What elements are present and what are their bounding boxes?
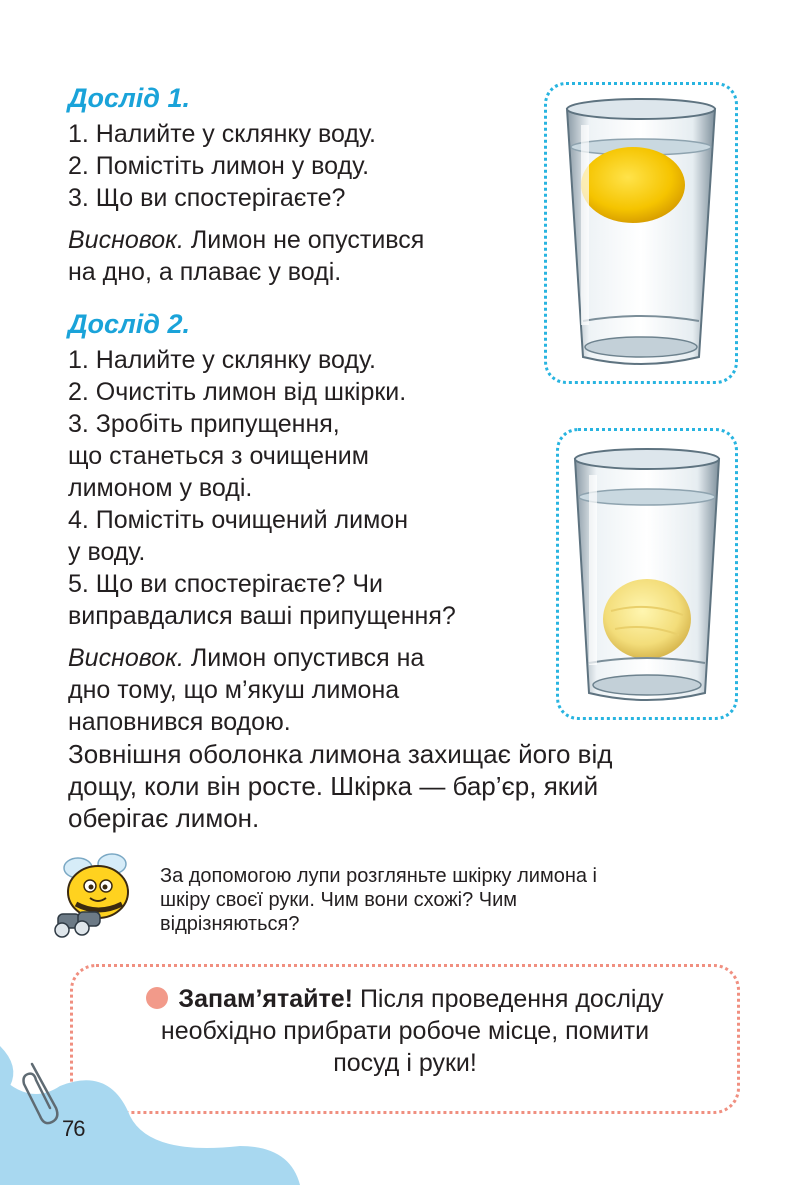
summary-line: оберігає лимон. xyxy=(68,803,260,833)
experiment-2-conclusion-cont: наповнився водою. xyxy=(68,708,291,736)
bee-mascot-icon xyxy=(48,848,144,940)
experiment-1-conclusion xyxy=(68,226,424,255)
conclusion-label: Висновок. xyxy=(68,226,184,254)
photo-frame-sunk-lemon xyxy=(556,428,738,720)
remember-text: Після проведення досліду xyxy=(353,985,664,1013)
experiment-1-step: 2. Помістіть лимон у воду. xyxy=(68,152,370,180)
summary-line: Зовнішня оболонка лимона захищає його від xyxy=(68,739,613,769)
remember-label: Запам’ятайте! xyxy=(178,985,354,1013)
glass-sunk-lemon-image xyxy=(559,431,735,717)
experiment-2-conclusion xyxy=(68,644,424,673)
task-line: відрізняються? xyxy=(160,913,300,935)
experiment-2-conclusion-cont: дно тому, що м’якуш лимона xyxy=(68,676,400,704)
page-number: 76 xyxy=(62,1116,85,1141)
experiment-1-conclusion-cont: на дно, а плаває у воді. xyxy=(68,258,342,286)
conclusion-label: Висновок. xyxy=(68,644,184,672)
experiment-1-step: 3. Що ви спостерігаєте? xyxy=(68,184,346,212)
photo-frame-floating-lemon xyxy=(544,82,738,384)
bullet-dot-icon xyxy=(146,987,168,1009)
experiment-2-line: виправдалися ваші припущення? xyxy=(68,602,456,630)
experiment-2-title: Дослід 2. xyxy=(68,309,191,339)
experiment-2-line: 5. Що ви спостерігаєте? Чи xyxy=(68,570,384,598)
summary-line: дощу, коли він росте. Шкірка — бар’єр, який xyxy=(68,771,599,801)
experiment-2-line: 3. Зробіть припущення, xyxy=(68,410,340,438)
remember-line: посуд і руки! xyxy=(333,1049,477,1077)
remember-line: необхідно прибрати робоче місце, помити xyxy=(160,1017,650,1045)
remember-line xyxy=(73,983,737,1015)
experiment-2-line: лимоном у воді. xyxy=(68,474,253,502)
task-text xyxy=(160,864,760,936)
experiment-2-line: 4. Помістіть очищений лимон xyxy=(68,506,409,534)
conclusion-text: Лимон не опустився xyxy=(183,226,425,254)
experiment-2-line: 1. Налийте у склянку воду. xyxy=(68,346,376,374)
glass-floating-lemon-image xyxy=(547,85,735,381)
experiment-1-step: 1. Налийте у склянку воду. xyxy=(68,120,376,148)
task-line: шкіру своєї руки. Чим вони схожі? Чим xyxy=(160,889,518,911)
task-line: За допомогою лупи розгляньте шкірку лимона і xyxy=(160,865,597,887)
experiment-2-line: 2. Очистіть лимон від шкірки. xyxy=(68,378,407,406)
paperclip-icon xyxy=(20,1060,64,1126)
experiment-2-line: у воду. xyxy=(68,538,146,566)
conclusion-text: Лимон опустився на xyxy=(183,644,425,672)
experiment-1-title: Дослід 1. xyxy=(68,83,191,113)
experiment-2-line: що станеться з очищеним xyxy=(68,442,369,470)
